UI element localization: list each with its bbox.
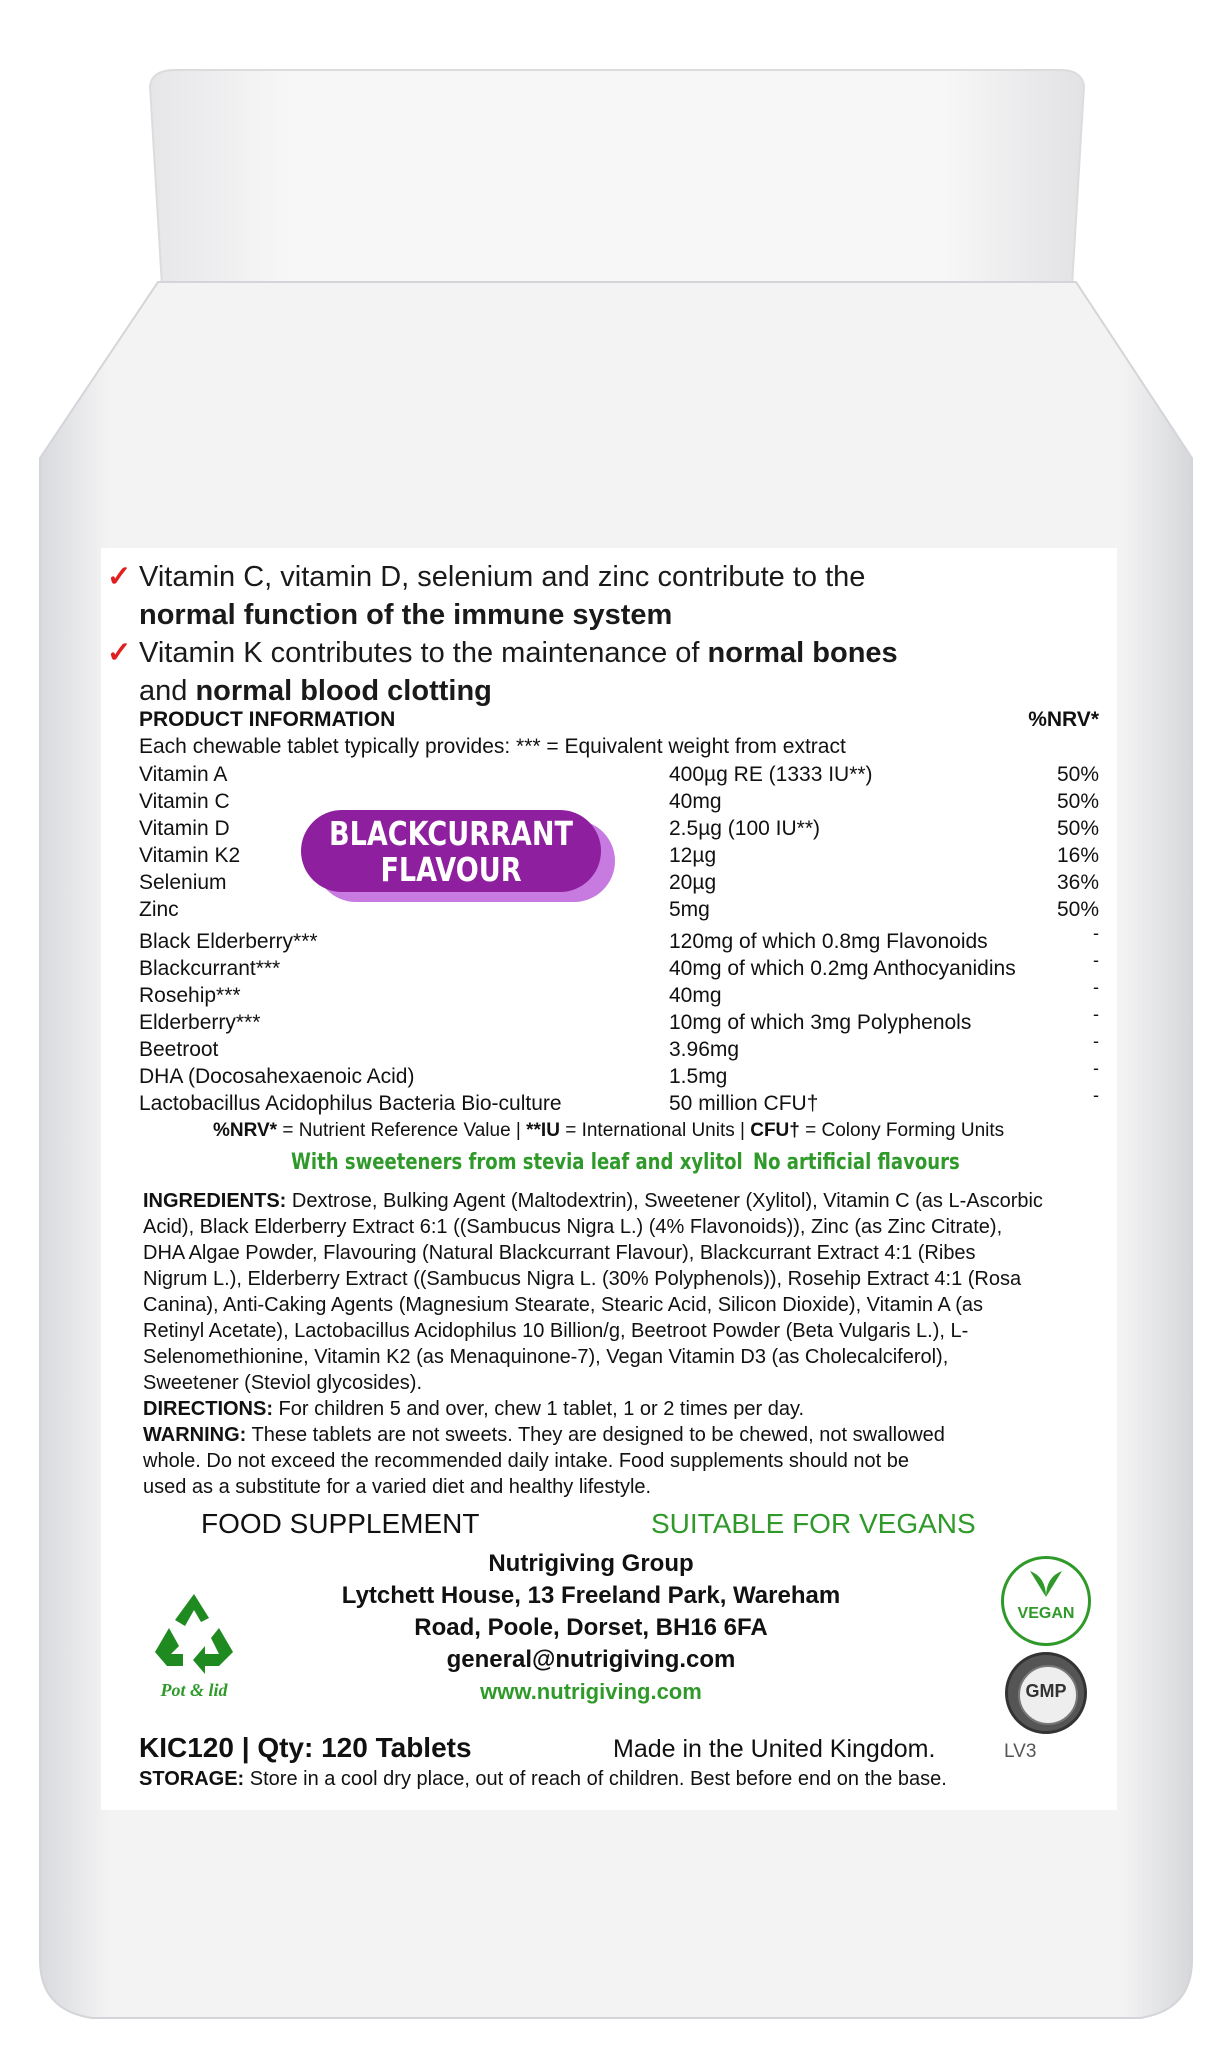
product-label (101, 548, 1117, 1810)
footnote-iu-key: **IU (526, 1120, 560, 1141)
nutrient-amount: 120mg of which 0.8mg Flavonoids (669, 930, 988, 953)
nutrient-name: Elderberry*** (139, 1011, 261, 1034)
nutrient-amount: 10mg of which 3mg Polyphenols (669, 1011, 972, 1034)
company-address: Lytchett House, 13 Freeland Park, Wareham (341, 1582, 841, 1609)
nutrient-name: Vitamin A (139, 763, 228, 786)
table-row (139, 923, 1099, 955)
table-row (139, 869, 1099, 896)
check-icon: ✓ (107, 561, 132, 593)
company-email: general@nutrigiving.com (446, 1646, 736, 1673)
claim-bold: normal bones (707, 637, 898, 669)
badge-text (328, 816, 574, 888)
nutrient-amount: 1.5mg (669, 1065, 728, 1088)
footnote-cfu-def: = Colony Forming Units (799, 1120, 1005, 1141)
claim-text: Vitamin C, vitamin D, selenium and zinc contribute to the (139, 561, 866, 593)
version-code: LV3 (1004, 1741, 1037, 1762)
nrv-header: %NRV* (1028, 708, 1099, 731)
claim-text: and (139, 675, 196, 707)
ingredients-line: Acid), Black Elderberry Extract 6:1 ((Sambucus Nigra L.) (4% Flavonoids)), Zinc (as Zinc Citrate), (143, 1216, 1003, 1238)
nutrient-nrv: - (1093, 950, 1099, 970)
table-row (139, 950, 1099, 982)
nutrient-nrv: - (1093, 977, 1099, 997)
claim-bold: normal function of the immune system (139, 599, 673, 631)
nutrient-nrv: - (1093, 923, 1099, 943)
nutrient-nrv: 50% (1056, 763, 1099, 786)
vegan-logo-text: VEGAN (1017, 1605, 1075, 1622)
nutrient-nrv: - (1093, 1031, 1099, 1051)
suitable-for-vegans: SUITABLE FOR VEGANS (651, 1508, 976, 1539)
nutrient-nrv: 50% (1056, 898, 1099, 921)
nutrient-amount: 40mg (669, 984, 722, 1007)
table-row (139, 896, 1099, 923)
nutrient-amount: 40mg (669, 790, 722, 813)
footnote-nrv-def: = Nutrient Reference Value | (277, 1120, 527, 1141)
nrv-footnote (213, 1120, 1004, 1142)
table-row (139, 842, 1099, 869)
nutrient-name: Vitamin D (139, 817, 230, 840)
product-info-title: PRODUCT INFORMATION (139, 708, 396, 731)
ingredients-line: Selenomethionine, Vitamin K2 (as Menaquinone-7), Vegan Vitamin D3 (as Cholecalciferol), (143, 1346, 949, 1368)
gmp-logo (1005, 1652, 1087, 1734)
nutrient-nrv: 50% (1056, 817, 1099, 840)
leaf-icon (1026, 1567, 1066, 1601)
storage-label: STORAGE: (139, 1768, 245, 1790)
nutrient-name: Blackcurrant*** (139, 957, 281, 980)
check-icon: ✓ (107, 637, 132, 669)
no-artificial-note: No artificial flavours (753, 1150, 960, 1175)
warning-line: used as a substitute for a varied diet and healthy lifestyle. (143, 1476, 652, 1498)
storage-text: Store in a cool dry place, out of reach of children. Best before end on the base. (244, 1768, 947, 1790)
nutrient-name: Zinc (139, 898, 179, 921)
made-in: Made in the United Kingdom. (613, 1735, 936, 1763)
recycle-icon (149, 1588, 239, 1678)
ingredients-line: Canina), Anti-Caking Agents (Magnesium Stearate, Stearic Acid, Silicon Dioxide), Vitamin A (as (143, 1294, 984, 1316)
ingredients-line: Retinyl Acetate), Lactobacillus Acidophilus 10 Billion/g, Beetroot Powder (Beta Vulgaris L.), L- (143, 1320, 969, 1342)
ingredients-label: INGREDIENTS: (143, 1190, 287, 1212)
company-website: www.nutrigiving.com (480, 1679, 702, 1704)
nutrient-nrv: 36% (1056, 871, 1099, 894)
table-row (139, 1031, 1099, 1063)
claim-text: Vitamin K contributes to the maintenance of (139, 637, 708, 669)
sweetener-note: With sweeteners from stevia leaf and xylitol (291, 1150, 743, 1175)
ingredients-line: Sweetener (Steviol glycosides). (143, 1372, 423, 1394)
gmp-logo-text: GMP (1025, 1681, 1067, 1701)
recycle-logo (149, 1588, 239, 1708)
claim-bold: normal blood clotting (195, 675, 492, 707)
nutrient-name: Beetroot (139, 1038, 219, 1061)
storage-line (139, 1768, 947, 1791)
nutrient-amount: 400µg RE (1333 IU**) (669, 763, 873, 786)
company-block (281, 1548, 901, 1708)
nutrient-name: Rosehip*** (139, 984, 241, 1007)
warning-line: whole. Do not exceed the recommended daily intake. Food supplements should not be (143, 1450, 910, 1472)
ingredients-line: Dextrose, Bulking Agent (Maltodextrin), Sweetener (Xylitol), Vitamin C (as L-Ascorbic (286, 1190, 1043, 1212)
footnote-cfu-key: CFU† (750, 1120, 800, 1141)
nutrient-nrv: - (1093, 1085, 1099, 1105)
warning-label: WARNING: (143, 1424, 247, 1446)
ingredients-block (143, 1188, 1103, 1500)
ingredients-line: DHA Algae Powder, Flavouring (Natural Blackcurrant Flavour), Blackcurrant Extract 4:1 (Ribes (143, 1242, 976, 1264)
nutrient-name: Vitamin C (139, 790, 230, 813)
nutrient-amount: 3.96mg (669, 1038, 740, 1061)
table-row (139, 1004, 1099, 1036)
footnote-nrv-key: %NRV* (213, 1120, 278, 1141)
nutrient-amount: 2.5µg (100 IU**) (669, 817, 821, 840)
flavour-badge (301, 810, 611, 902)
company-name: Nutrigiving Group (488, 1550, 694, 1577)
nutrient-amount: 20µg (669, 871, 717, 894)
table-row (139, 788, 1099, 815)
claim-bones (107, 634, 898, 710)
table-row (139, 815, 1099, 842)
nutrient-amount: 40mg of which 0.2mg Anthocyanidins (669, 957, 1016, 980)
vegan-logo (1001, 1556, 1091, 1646)
badge-line2: FLAVOUR (380, 850, 522, 889)
nutrient-name: Vitamin K2 (139, 844, 241, 867)
claim-immune (107, 558, 866, 634)
food-supplement: FOOD SUPPLEMENT (201, 1508, 480, 1539)
footnote-iu-def: = International Units | (559, 1120, 751, 1141)
company-address: Road, Poole, Dorset, BH16 6FA (414, 1614, 768, 1641)
nutrient-nrv: - (1093, 1058, 1099, 1078)
table-row (139, 1058, 1099, 1090)
badge-line1: BLACKCURRANT (328, 814, 573, 853)
nutrient-amount: 12µg (669, 844, 717, 867)
bottle-cap (150, 70, 1084, 286)
recycle-caption: Pot & lid (160, 1680, 228, 1700)
table-row (139, 761, 1099, 788)
ingredients-line: Nigrum L.), Elderberry Extract ((Sambucus Nigra L. (30% Polyphenols)), Rosehip Extract 4:1 (Rosa (143, 1268, 1022, 1290)
nutrient-amount: 5mg (669, 898, 710, 921)
nutrient-name: Lactobacillus Acidophilus Bacteria Bio-culture (139, 1092, 562, 1115)
nutrient-name: Black Elderberry*** (139, 930, 318, 953)
table-row (139, 1085, 1099, 1117)
nutrient-name: DHA (Docosahexaenoic Acid) (139, 1065, 415, 1088)
nutrient-nrv: 50% (1056, 790, 1099, 813)
nutrient-nrv: 16% (1056, 844, 1099, 867)
table-row (139, 977, 1099, 1009)
directions-label: DIRECTIONS: (143, 1398, 273, 1420)
product-code: KIC120 | Qty: 120 Tablets (139, 1732, 472, 1763)
nutrient-nrv: - (1093, 1004, 1099, 1024)
directions-text: For children 5 and over, chew 1 tablet, 1 or 2 times per day. (273, 1398, 805, 1420)
warning-line: These tablets are not sweets. They are designed to be chewed, not swallowed (246, 1424, 945, 1446)
nutrient-amount: 50 million CFU† (669, 1092, 819, 1115)
nutrient-name: Selenium (139, 871, 227, 894)
provides-line: Each chewable tablet typically provides: *** = Equivalent weight from extract (139, 735, 846, 758)
